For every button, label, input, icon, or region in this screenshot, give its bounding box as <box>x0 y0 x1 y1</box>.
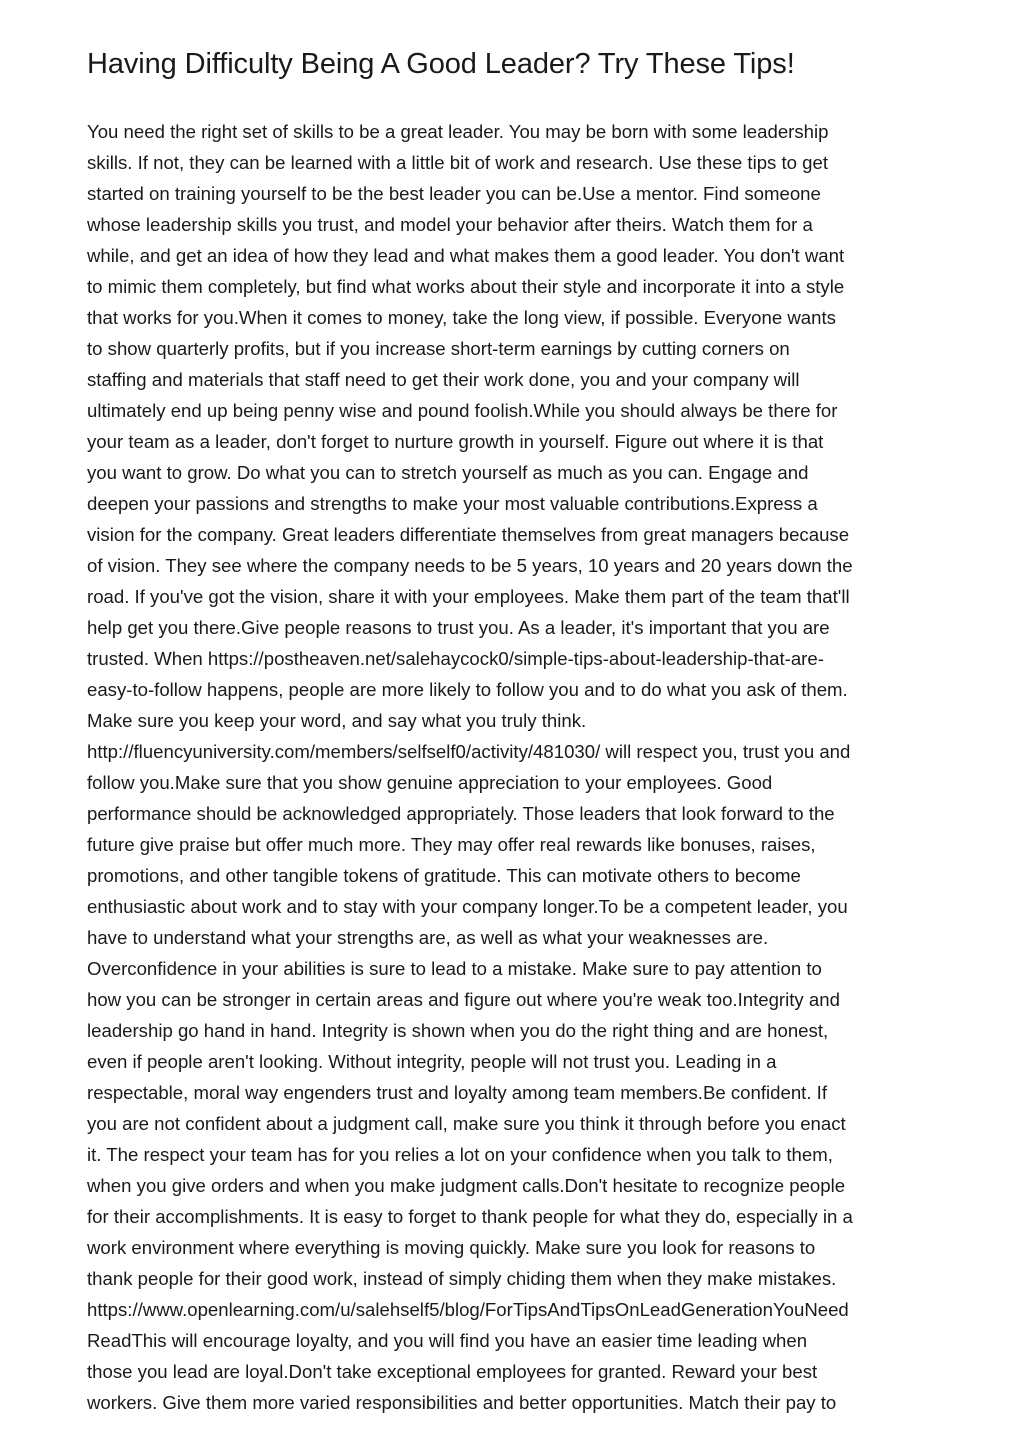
text-line: started on training yourself to be the best leader you can be.Use a mentor. Find someone <box>87 183 821 204</box>
text-line: those you lead are loyal.Don't take exceptional employees for granted. Reward your best <box>87 1361 818 1382</box>
text-line: have to understand what your strengths are, as well as what your weaknesses are. <box>87 927 769 948</box>
text-line: even if people aren't looking. Without integrity, people will not trust you. Leading in a <box>87 1051 777 1072</box>
text-line: follow you.Make sure that you show genuine appreciation to your employees. Good <box>87 772 773 793</box>
text-line: how you can be stronger in certain areas and figure out where you're weak too.Integrity and <box>87 989 840 1010</box>
text-line: it. The respect your team has for you relies a lot on your confidence when you talk to them, <box>87 1144 833 1165</box>
document-page <box>87 44 947 1413</box>
text-line: help get you there.Give people reasons to trust you. As a leader, it's important that you are <box>87 617 830 638</box>
text-line: of vision. They see where the company needs to be 5 years, 10 years and 20 years down the <box>87 555 853 576</box>
text-line: staffing and materials that staff need to get their work done, you and your company will <box>87 369 800 390</box>
text-line: vision for the company. Great leaders differentiate themselves from great managers because <box>87 524 850 545</box>
text-line: workers. Give them more varied responsibilities and better opportunities. Match their pay to <box>87 1392 837 1413</box>
text-line: Overconfidence in your abilities is sure to lead to a mistake. Make sure to pay attention to <box>87 958 822 979</box>
text-line: trusted. When https://postheaven.net/salehaycock0/simple-tips-about-leadership-that-are- <box>87 648 824 669</box>
text-line: deepen your passions and strengths to make your most valuable contributions.Express a <box>87 493 818 514</box>
text-line: that works for you.When it comes to money, take the long view, if possible. Everyone wants <box>87 307 836 328</box>
text-line: whose leadership skills you trust, and model your behavior after theirs. Watch them for a <box>87 214 813 235</box>
text-line: you want to grow. Do what you can to stretch yourself as much as you can. Engage and <box>87 462 809 483</box>
text-line: your team as a leader, don't forget to nurture growth in yourself. Figure out where it is that <box>87 431 824 452</box>
text-line: skills. If not, they can be learned with a little bit of work and research. Use these tips to get <box>87 152 829 173</box>
text-line: http://fluencyuniversity.com/members/selfself0/activity/481030/ will respect you, trust you and <box>87 741 851 762</box>
text-line: You need the right set of skills to be a great leader. You may be born with some leadership <box>87 121 829 142</box>
text-line: enthusiastic about work and to stay with your company longer.To be a competent leader, you <box>87 896 848 917</box>
text-line: ReadThis will encourage loyalty, and you will find you have an easier time leading when <box>87 1330 808 1351</box>
page-title: Having Difficulty Being A Good Leader? Try These Tips! <box>87 48 795 80</box>
text-line: leadership go hand in hand. Integrity is shown when you do the right thing and are honest, <box>87 1020 829 1041</box>
text-line: promotions, and other tangible tokens of gratitude. This can motivate others to become <box>87 865 801 886</box>
text-line: https://www.openlearning.com/u/salehself5/blog/ForTipsAndTipsOnLeadGenerationYouNeed <box>87 1299 849 1320</box>
text-line: respectable, moral way engenders trust and loyalty among team members.Be confident. If <box>87 1082 827 1103</box>
text-line: easy-to-follow happens, people are more likely to follow you and to do what you ask of them. <box>87 679 848 700</box>
text-line: future give praise but offer much more. They may offer real rewards like bonuses, raises, <box>87 834 816 855</box>
text-line: performance should be acknowledged appropriately. Those leaders that look forward to the <box>87 803 835 824</box>
text-line: to mimic them completely, but find what works about their style and incorporate it into a style <box>87 276 845 297</box>
text-line: work environment where everything is moving quickly. Make sure you look for reasons to <box>87 1237 816 1258</box>
text-line: when you give orders and when you make judgment calls.Don't hesitate to recognize people <box>87 1175 846 1196</box>
text-line: for their accomplishments. It is easy to forget to thank people for what they do, especially in a <box>87 1206 853 1227</box>
text-line: while, and get an idea of how they lead and what makes them a good leader. You don't want <box>87 245 845 266</box>
text-line: ultimately end up being penny wise and pound foolish.While you should always be there for <box>87 400 838 421</box>
text-line: road. If you've got the vision, share it with your employees. Make them part of the team that'll <box>87 586 850 607</box>
text-line: thank people for their good work, instead of simply chiding them when they make mistakes. <box>87 1268 837 1289</box>
text-line: you are not confident about a judgment call, make sure you think it through before you enact <box>87 1113 846 1134</box>
text-line: Make sure you keep your word, and say what you truly think. <box>87 710 587 731</box>
text-line: to show quarterly profits, but if you increase short-term earnings by cutting corners on <box>87 338 790 359</box>
body-text <box>87 116 947 1418</box>
